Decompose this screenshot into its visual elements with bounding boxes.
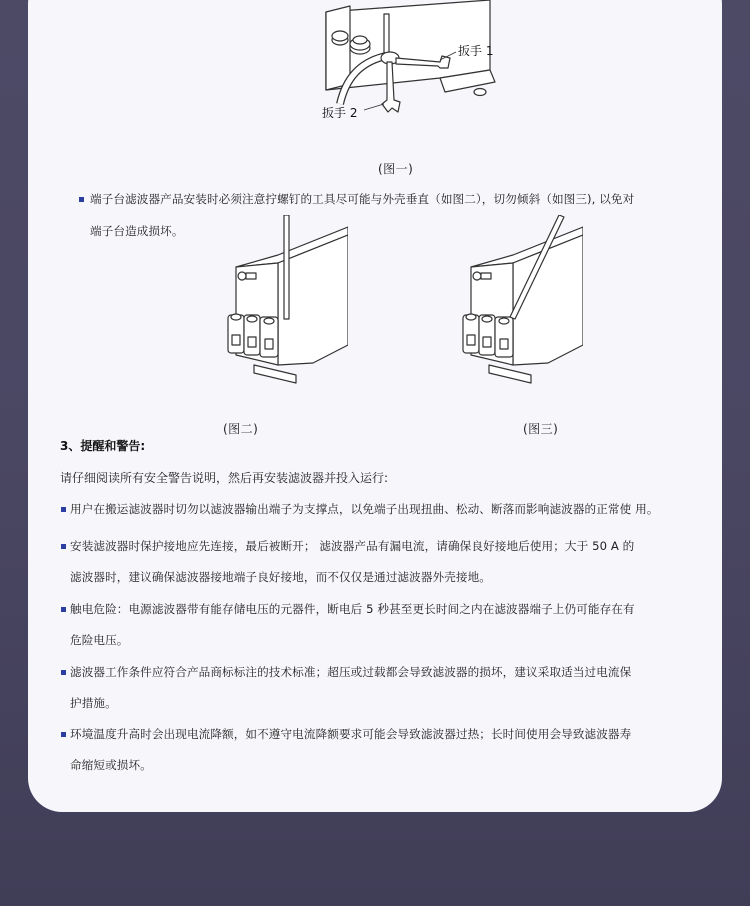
warning-item-1-line-1: 用户在搬运滤波器时切勿以滤波器输出端子为支撑点，以免端子出现扭曲、松动、断落而影响滤波器的正常使 用。 — [70, 502, 659, 516]
warning-item-5-line-1: 环境温度升高时会出现电流降额，如不遵守电流降额要求可能会导致滤波器过热；长时间使用会导致滤波器寿 — [70, 727, 632, 741]
warning-item-5-line-2: 命缩短或损坏。 — [70, 758, 152, 772]
wrench-1-label: 扳手 1 — [458, 44, 494, 58]
install-note-line-1: 端子台滤波器产品安装时必须注意拧螺钉的工具尽可能与外壳垂直（如图二），切勿倾斜（如图三), 以免对 — [90, 192, 635, 206]
warning-item-3-line-2: 危险电压。 — [70, 633, 129, 647]
warning-item-2-line-2: 滤波器时，建议确保滤波器接地端子良好接地，而不仅仅是通过滤波器外壳接地。 — [70, 570, 491, 584]
figure-3-tilted-tool-illustration — [453, 215, 583, 395]
install-note-line-2: 端子台造成损坏。 — [90, 224, 184, 238]
bullet-icon — [61, 507, 66, 512]
figure-3-caption: (图三) — [523, 422, 559, 436]
bullet-icon — [61, 670, 66, 675]
warning-item-4-line-2: 护措施。 — [70, 696, 117, 710]
figure-1-wrench-illustration — [290, 0, 510, 130]
warning-item-4-line-1: 滤波器工作条件应符合产品商标标注的技术标准；超压或过载都会导致滤波器的损坏，建议采取适当过电流保 — [70, 665, 632, 679]
section-3-heading: 3、提醒和警告: — [60, 439, 146, 453]
content-card — [28, 0, 722, 812]
bullet-icon — [61, 544, 66, 549]
wrench-2-label: 扳手 2 — [322, 106, 358, 120]
bullet-icon — [61, 607, 66, 612]
bullet-icon — [79, 197, 84, 202]
bullet-icon — [61, 732, 66, 737]
figure-1-caption: (图一) — [378, 162, 414, 176]
section-3-intro: 请仔细阅读所有安全警告说明，然后再安装滤波器并投入运行: — [60, 471, 389, 485]
figure-2-caption: (图二) — [223, 422, 259, 436]
figure-2-vertical-tool-illustration — [218, 215, 348, 395]
warning-item-3-line-1: 触电危险：电源滤波器带有能存储电压的元器件，断电后 5 秒甚至更长时间之内在滤波器端子上仍可能存在有 — [70, 602, 635, 616]
warning-item-2-line-1: 安装滤波器时保护接地应先连接，最后被断开； 滤波器产品有漏电流，请确保良好接地后使用；大于 50 A 的 — [70, 539, 635, 553]
